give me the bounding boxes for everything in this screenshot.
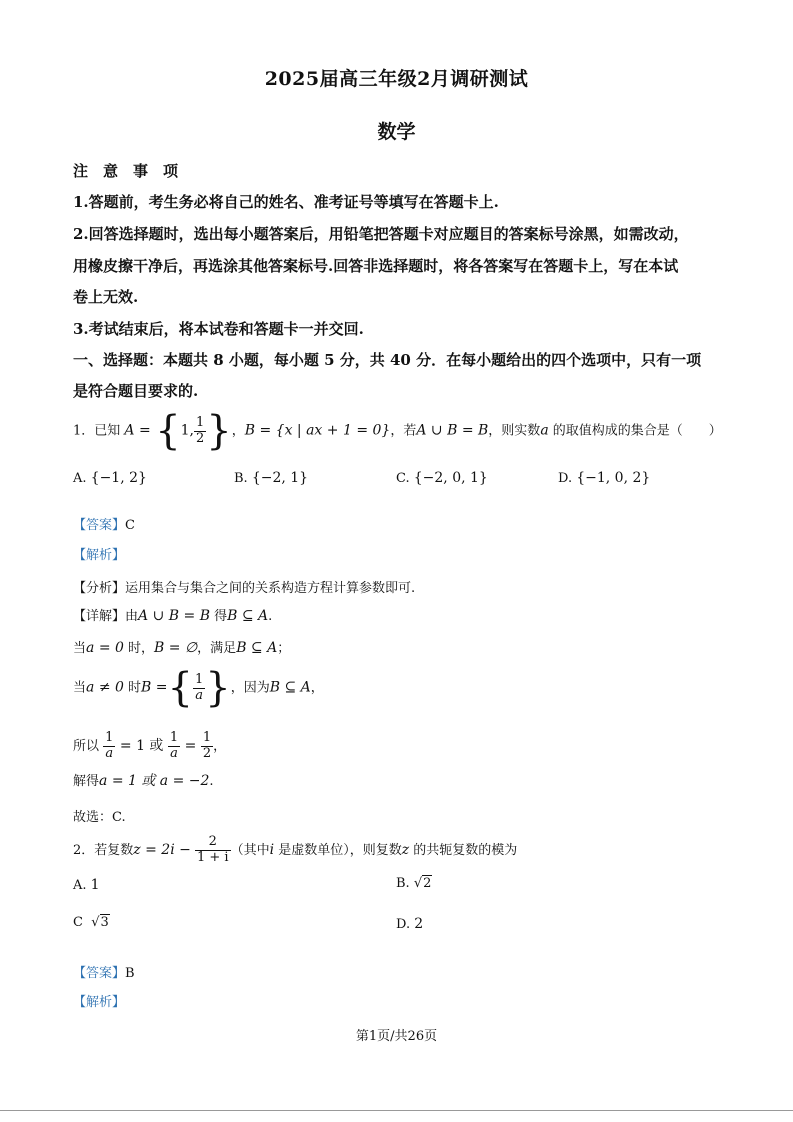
q1-option-a: A. {−1, 2} (73, 470, 147, 486)
q1-option-c: C. {−2, 0, 1} (396, 470, 488, 486)
notice-item-2-line-1: 2.回答选择题时，选出每小题答案后，用铅笔把答题卡对应题目的答案标号涂黑，如需改动， (73, 225, 689, 243)
q1-condition: A ∪ B = B (416, 422, 489, 439)
detail-tag: 【详解】 (73, 609, 126, 624)
section-1-intro-line-2: 是符合题目要求的. (73, 382, 199, 400)
q2-fraction: $\frac{2}{1 + i}$ (197, 834, 229, 865)
q1-answer: 【答案】C (73, 518, 135, 533)
var-a: a (540, 422, 549, 439)
q1-case-2: 当a ≠ 0 时B ={ $\frac{1}{a}$ }，因为B ⊆ A， (73, 665, 324, 711)
set-a-element: 1, (180, 422, 194, 439)
q1-solve: 解得a = 1 或 a = −2. (73, 773, 214, 789)
q2-option-b: B. √2 (396, 876, 432, 891)
question-2: 2．若复数z = 2i − $\frac{2}{1 + i}$ （其中i 是虚数单位），则复数z 的共轭复数的模为 (73, 834, 518, 865)
exam-title: 2025届高三年级2月调研测试 (264, 68, 529, 90)
page-bottom-divider (0, 1110, 793, 1111)
q2-answer: 【答案】B (73, 966, 135, 981)
set-b-definition: B = {x | ax + 1 = 0} (244, 422, 391, 439)
q1-detail: 【详解】由A ∪ B = B 得B ⊆ A. (73, 608, 273, 624)
so-fraction-2: $\frac{1}{a}$ (169, 730, 179, 761)
notice-item-2-line-2: 用橡皮擦干净后，再选涂其他答案标号.回答非选择题时，将各答案写在答题卡上，写在本试 (73, 257, 679, 275)
answer-tag: 【答案】 (73, 518, 126, 533)
section-1-intro-line-1: 一、选择题：本题共 8 小题，每小题 5 分，共 40 分．在每小题给出的四个选项中，只有一项 (73, 351, 702, 369)
q1-case-1: 当a = 0 时，B = ∅，满足B ⊆ A； (73, 640, 291, 656)
so-fraction-3: $\frac{1}{2}$ (202, 730, 212, 761)
page-number: 第1页/共26页 (355, 1029, 438, 1044)
q1-prefix: 1．已知 (73, 423, 121, 439)
q1-fenxi: 【分析】运用集合与集合之间的关系构造方程计算参数即可. (73, 581, 416, 596)
notice-heading: 注 意 事 项 (73, 162, 179, 180)
fenxi-tag: 【分析】 (73, 581, 126, 596)
set-a-name: A (124, 422, 135, 439)
q2-option-c: C √3 (73, 915, 109, 930)
q2-option-a: A. 1 (73, 877, 100, 893)
q2-option-d: D. 2 (396, 916, 424, 932)
notice-item-3: 3.考试结束后，将本试卷和答题卡一并交回. (73, 320, 364, 338)
case-2-fraction: $\frac{1}{a}$ (194, 671, 204, 703)
question-1: 1．已知 A = {1, $\frac{1}{2}$ }，B = {x | ax + 1 = 0}，若A ∪ B = B，则实数a 的取值构成的集合是（ ） (73, 408, 722, 454)
q1-choose: 故选：C. (73, 810, 126, 825)
notice-item-1: 1.答题前，考生务必将自己的姓名、准考证号等填写在答题卡上. (73, 193, 499, 211)
set-a-fraction: $\frac{1}{2}$ (196, 414, 205, 446)
q2-analysis-tag: 【解析】 (73, 995, 126, 1010)
q1-so: 所以 $\frac{1}{a}$ = 1 或 $\frac{1}{a}$ = $\frac{1}{2}$ ， (73, 730, 227, 761)
q1-analysis-tag: 【解析】 (73, 548, 126, 563)
q1-option-d: D. {−1, 0, 2} (558, 470, 651, 486)
notice-item-2-line-3: 卷上无效. (73, 288, 139, 306)
subject-title: 数学 (377, 121, 416, 143)
so-fraction-1: $\frac{1}{a}$ (105, 730, 114, 761)
q1-option-b: B. {−2, 1} (234, 470, 309, 486)
